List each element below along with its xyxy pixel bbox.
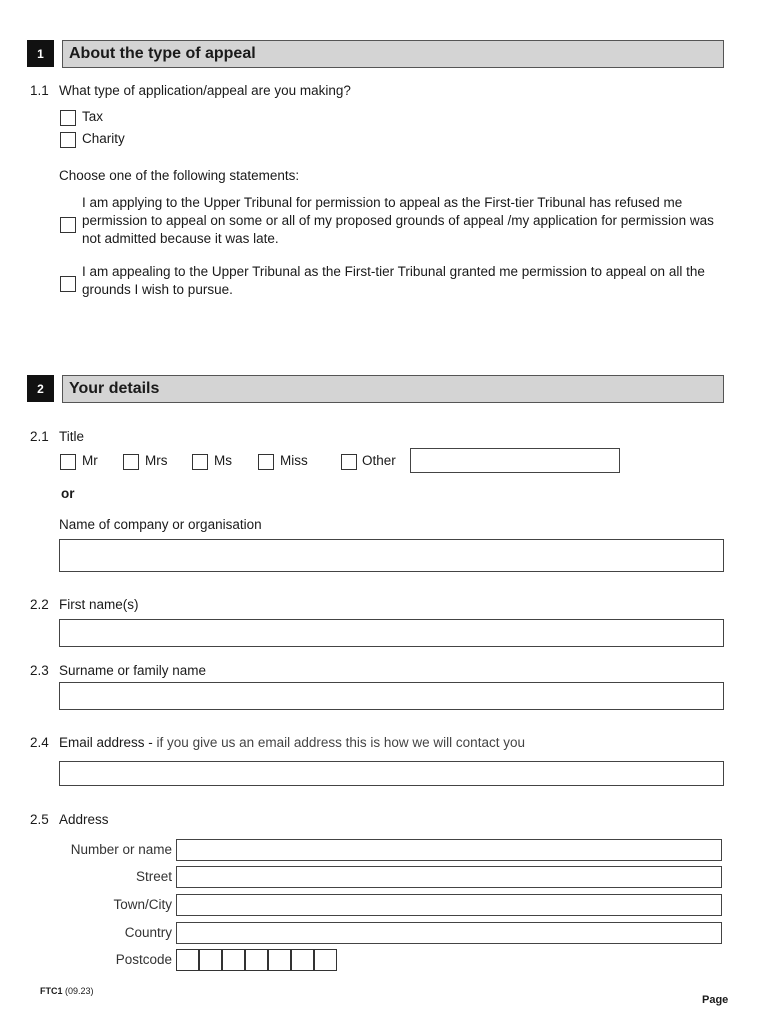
title-mr-checkbox[interactable] <box>60 454 76 470</box>
question-1-1-number: 1.1 <box>30 83 49 98</box>
email-label <box>59 735 525 750</box>
title-ms-checkbox[interactable] <box>192 454 208 470</box>
form-version: (09.23) <box>65 986 94 996</box>
title-miss-label: Miss <box>280 453 308 468</box>
postcode-char-box[interactable] <box>245 949 268 971</box>
tax-checkbox[interactable] <box>60 110 76 126</box>
postcode-char-box[interactable] <box>176 949 199 971</box>
postcode-char-box[interactable] <box>268 949 291 971</box>
title-mr-label: Mr <box>82 453 98 468</box>
postcode-char-box[interactable] <box>291 949 314 971</box>
statement-permission-granted-text: I am appealing to the Upper Tribunal as the First-tier Tribunal granted me permission to appeal on all the grounds I wish to pursue. <box>82 264 705 297</box>
question-2-3-number: 2.3 <box>30 663 49 678</box>
title-mrs-checkbox[interactable] <box>123 454 139 470</box>
surname-label: Surname or family name <box>59 663 207 678</box>
first-names-label: First name(s) <box>59 597 139 612</box>
tax-label: Tax <box>82 109 104 124</box>
address-country-label: Country <box>124 925 172 940</box>
question-2-1-label: Title <box>59 429 85 444</box>
section-2-title: Your details <box>62 375 724 403</box>
address-street-label: Street <box>135 869 172 884</box>
address-town-label: Town/City <box>113 897 172 912</box>
address-label: Address <box>59 812 109 827</box>
section-1-title: About the type of appeal <box>62 40 724 68</box>
address-number-input[interactable] <box>176 839 722 861</box>
address-town-input[interactable] <box>176 894 722 916</box>
question-2-4-number: 2.4 <box>30 735 49 750</box>
postcode-char-box[interactable] <box>199 949 222 971</box>
title-ms-label: Ms <box>214 453 232 468</box>
company-name-input[interactable] <box>59 539 724 572</box>
address-street-input[interactable] <box>176 866 722 888</box>
postcode-input-group <box>176 949 338 971</box>
section-2-number: 2 <box>27 375 54 402</box>
company-name-label: Name of company or organisation <box>59 517 262 532</box>
question-2-5-number: 2.5 <box>30 812 49 827</box>
form-reference <box>40 986 94 996</box>
charity-label: Charity <box>82 131 125 146</box>
title-mrs-label: Mrs <box>145 453 168 468</box>
title-other-checkbox[interactable] <box>341 454 357 470</box>
email-input[interactable] <box>59 761 724 786</box>
address-number-label: Number or name <box>70 842 172 857</box>
surname-input[interactable] <box>59 682 724 710</box>
postcode-char-box[interactable] <box>314 949 337 971</box>
postcode-char-box[interactable] <box>222 949 245 971</box>
charity-checkbox[interactable] <box>60 132 76 148</box>
form-code: FTC1 <box>40 986 63 996</box>
question-2-1-number: 2.1 <box>30 429 49 444</box>
statements-heading: Choose one of the following statements: <box>59 168 300 183</box>
section-1-number: 1 <box>27 40 54 67</box>
email-hint: if you give us an email address this is how we will contact you <box>156 735 525 750</box>
title-other-input[interactable] <box>410 448 620 473</box>
page-label: Page <box>702 994 729 1006</box>
address-country-input[interactable] <box>176 922 722 944</box>
question-1-1-label: What type of application/appeal are you making? <box>59 83 351 98</box>
first-names-input[interactable] <box>59 619 724 647</box>
title-other-label: Other <box>362 453 396 468</box>
or-text: or <box>61 486 75 501</box>
email-label-text: Email address - <box>59 735 157 750</box>
address-postcode-label: Postcode <box>115 952 172 967</box>
title-miss-checkbox[interactable] <box>258 454 274 470</box>
statement-permission-granted-checkbox[interactable] <box>60 276 76 292</box>
statement-permission-refused-checkbox[interactable] <box>60 217 76 233</box>
question-2-2-number: 2.2 <box>30 597 49 612</box>
statement-permission-refused-text: I am applying to the Upper Tribunal for permission to appeal as the First-tier Tribunal has refused me permission to appeal on some or all of my proposed grounds of appeal /my application for permission was not admitted because it was late. <box>82 195 714 246</box>
